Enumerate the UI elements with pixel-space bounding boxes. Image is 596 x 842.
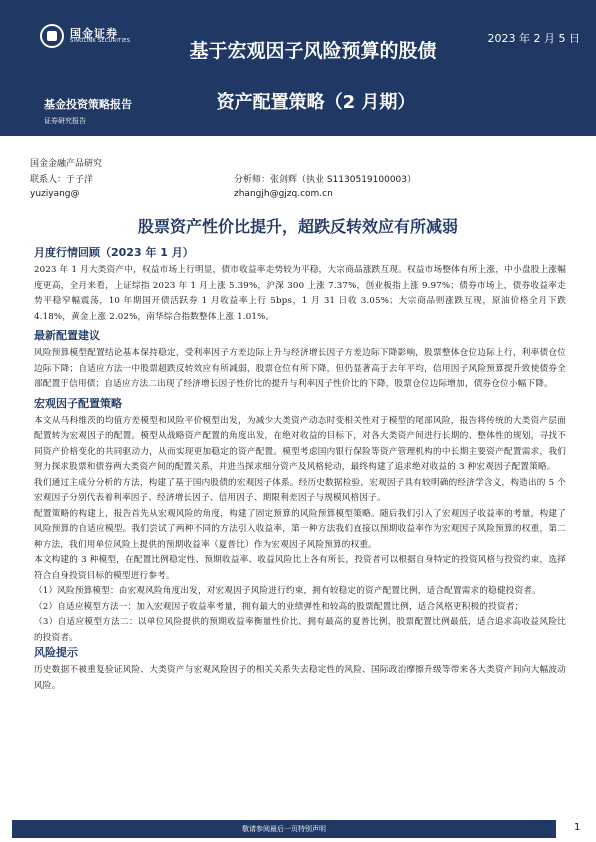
report-title-line2: 资产配置策略（2 月期）	[216, 92, 416, 113]
logo-name-en: SINOLINK SECURITIES	[70, 38, 131, 45]
paragraph: 历史数据不被重复验证风险、大类资产与宏观风险因子的相关关系失去稳定性的风险、国际政治摩擦升级等带来各大类资产间向大幅波动风险。	[34, 665, 566, 691]
paragraph: 本文构建的 3 种模型，在配置比例稳定性、预期收益率、收益风险比上各有所长，投资者可以根据自身特定的投资风格与投资约束，选择符合自身投资目标的模型进行参考。	[34, 555, 566, 581]
page-number: 1	[574, 822, 581, 833]
section-market-review	[34, 246, 566, 325]
paragraph: （3）自适应模型方法二：以单位风险提供的预期收益率衡量性价比，拥有最高的夏普比例，股票配置比例最低，适合追求高收益风险比的投资者。	[34, 617, 566, 643]
section-allocation-advice	[34, 329, 566, 393]
analyst-name: 分析师：张剑辉（执业 S1130519100003）	[234, 175, 417, 185]
section-title: 月度行情回顾（2023 年 1 月）	[34, 246, 194, 259]
footer-disclaimer: 敬请参阅最后一页特别声明	[12, 820, 556, 838]
paragraph: 2023 年 1 月大类资产中，权益市场上行明显，债市收益率走势较为平稳，大宗商品涨跌互现。权益市场整体有所上涨，中小盘股上涨幅度更高，全月来看，上证综指 2023 年 1 月上涨 5.39%，沪深 300 上涨 7.37%，创业板指上涨 9.97%；债券市场上，债券收益率走势平稳窄幅震荡，10 年期国开债活跃券 1 月收益率上行 5bps，1 月 31 日收 3.05%；大宗商品则涨跌互现，原油价格全月下跌 4.18%，黄金上涨 2.02%，南华综合指数整体上涨 1.01%。	[34, 265, 566, 322]
report-date: 2023 年 2 月 5 日	[487, 32, 580, 45]
section-title: 宏观因子配置策略	[34, 396, 122, 410]
paragraph: 我们通过主成分分析的方法，构建了基于国内股债的宏观因子体系。经历史数据检验，宏观因子具有较明确的经济学含义，构造出的 5 个宏观因子分别代表着利率因子、经济增长因子、信用因子、期限利差因子与规模风格因子。	[34, 477, 566, 503]
logo-name-cn: 国金证券	[70, 26, 118, 40]
analyst-email[interactable]: zhangjh@gjzq.com.cn	[234, 189, 333, 199]
paragraph: 本文从马科维茨的均值方差模型和风险平价模型出发，为减少大类资产动态时变相关性对于模型的尾部风险，报告将传统的大类资产层面配置转为宏观因子的配置。模型从战略资产配置的角度出发，在绝对收益的目标下，对各大类资产间进行长期的、整体性的规划，寻找不同资产价格变化的共同驱动力，从而实现更加稳定的资产配置。模型考虑国内银行保险等资产管理机构的中长期主要资产配置需求，我们努力探求股票和债券两大类资产间的配置关系，并进当探求细分资产及风格轮动，最终构建了追求绝对收益的 3 种宏观因子配置策略。	[34, 415, 566, 472]
paragraph: 风险预算模型配置结论基本保持稳定，受利率因子方差边际上升与经济增长因子方差边际下降影响，股票整体仓位边际上行，利率债仓位边际下降；自适应方法一中股票超跌反转效应有所减弱，股票仓位有所下降，但仍显著高于去年平均，信用因子风险预算提升致使债券全部配置于信用债；自适应方法二出现了经济增长因子性价比的提升与利率因子性价比的下降，股票仓位边际增加，债券仓位小幅下降。	[34, 348, 566, 389]
report-title-line1: 基于宏观因子风险预算的股债	[189, 40, 437, 62]
page-footer	[0, 818, 596, 842]
report-body	[34, 246, 566, 694]
paragraph: 配置策略的构建上，报告首先从宏观风险的角度，构建了固定预算的风险预算模型策略。随后我们引入了宏观因子收益率的考量，构建了风险预算的自适应模型。我们尝试了两种不同的方法引入收益率，第一种方法我们直接以预期收益率作为宏观因子风险预算的权重，第二种方法，我们用单位风险上提供的预期收益率（夏普比）作为宏观因子风险预算的权重。	[34, 508, 566, 550]
report-header-band	[0, 0, 596, 136]
section-title: 风险提示	[34, 646, 78, 659]
contact-person: 联系人：于子洋	[30, 175, 94, 185]
section-risk-warning	[34, 646, 566, 694]
section-macro-strategy	[34, 397, 566, 647]
main-headline: 股票资产性价比提升，超跌反转效应有所减弱	[137, 217, 458, 236]
research-org: 国金金融产品研究	[30, 159, 103, 169]
section-title: 最新配置建议	[34, 329, 100, 342]
report-type: 基金投资策略报告	[44, 98, 132, 111]
paragraph: （1）风险预算模型：由宏观风险角度出发，对宏观因子风险进行约束，拥有较稳定的资产配置比例，适合配置需求的稳健投资者。	[34, 586, 541, 596]
report-subtype: 证券研究报告	[44, 117, 86, 125]
contact-email[interactable]: yuziyang@	[30, 189, 80, 199]
paragraph: （2）自适应模型方法一：加入宏观因子收益率考量，拥有最大的业绩弹性和较高的股票配置比例，适合风格更积极的投资者；	[34, 601, 524, 612]
